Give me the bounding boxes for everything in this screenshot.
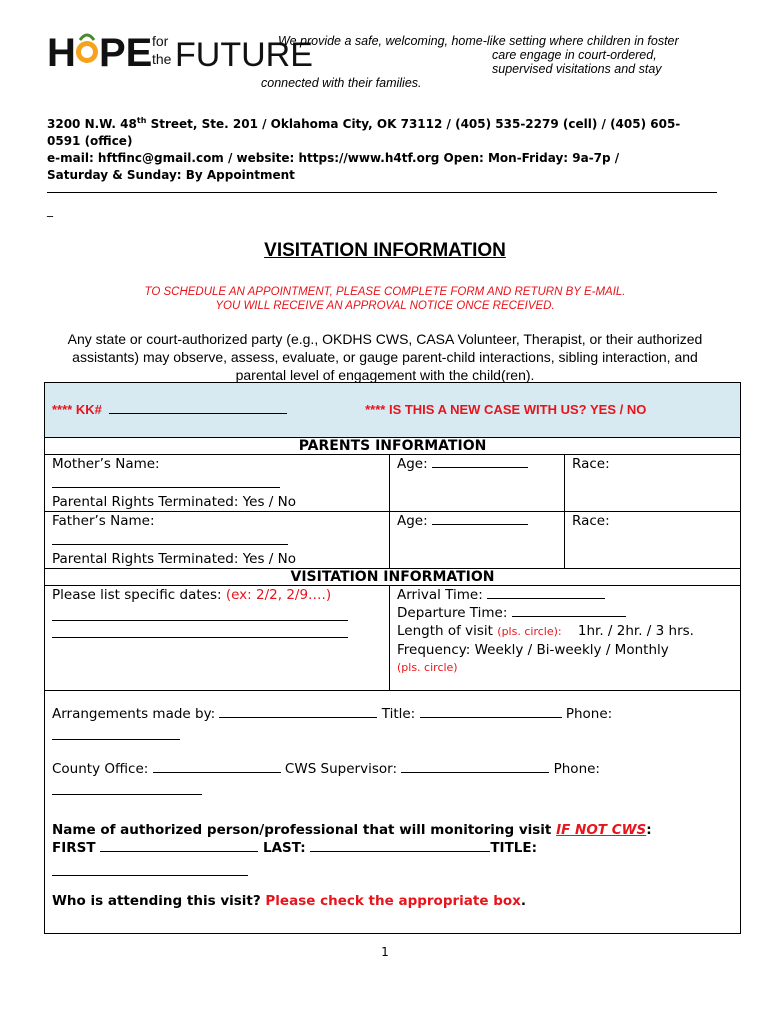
cws-phone-field[interactable] xyxy=(52,782,202,795)
arrangements-field[interactable] xyxy=(219,717,377,718)
county-office-field[interactable] xyxy=(153,772,281,773)
arrangements-title-field[interactable] xyxy=(420,717,562,718)
address-street: 3200 N.W. 48 xyxy=(47,117,137,131)
parents-info-header: PARENTS INFORMATION xyxy=(45,438,741,455)
arrangements-phone-label: Phone: xyxy=(565,706,613,722)
visitation-header-row xyxy=(45,569,741,586)
schedule-notice: TO SCHEDULE AN APPOINTMENT, PLEASE COMPLETE FORM AND RETURN BY E-MAIL. xyxy=(144,286,626,298)
kk-number-field[interactable] xyxy=(109,413,287,414)
email-website-hours: e-mail: hftfinc@gmail.com / website: https://www.h4tf.org Open: Mon-Friday: 9a-7p / xyxy=(47,151,620,165)
arrangements-title-label: Title: xyxy=(381,706,416,722)
address-city-phone: Street, Ste. 201 / Oklahoma City, OK 73112 / (405) 535-2279 (cell) / (405) 605- xyxy=(146,117,681,131)
logo-the: the xyxy=(152,51,172,67)
page-number: 1 xyxy=(381,945,389,959)
mother-age-label: Age: xyxy=(397,456,428,472)
arrival-time-field[interactable] xyxy=(487,598,605,599)
contacts-row xyxy=(45,691,741,934)
dates-field-2[interactable] xyxy=(52,621,348,638)
arrival-time-label: Arrival Time: xyxy=(397,587,483,603)
authorized-colon: : xyxy=(646,822,652,838)
approval-notice: YOU WILL RECEIVE AN APPROVAL NOTICE ONCE RECEIVED. xyxy=(215,300,555,312)
last-name-label: LAST: xyxy=(262,840,306,856)
tagline-line-2: care engage in court-ordered, xyxy=(492,48,657,62)
length-circle-hint: (pls. circle): xyxy=(497,625,562,638)
dates-example: (ex: 2/2, 2/9….) xyxy=(225,587,332,603)
tagline-line-4: connected with their families. xyxy=(261,76,422,90)
authorized-title-field[interactable] xyxy=(52,861,248,876)
dates-field-1[interactable] xyxy=(52,604,348,621)
mother-name-label: Mother’s Name: xyxy=(52,456,160,472)
logo-pe: PE xyxy=(99,31,153,75)
mother-age-field[interactable] xyxy=(432,467,528,468)
attending-period: . xyxy=(520,893,526,909)
new-case-question[interactable]: **** IS THIS A NEW CASE WITH US? YES / NO xyxy=(365,402,647,417)
last-name-field[interactable] xyxy=(310,851,490,852)
first-name-field[interactable] xyxy=(100,851,258,852)
mother-race-label: Race: xyxy=(572,456,610,472)
page-title: VISITATION INFORMATION xyxy=(264,240,506,261)
logo-sun-o xyxy=(76,35,98,63)
hope-for-the-future-logo xyxy=(47,26,313,75)
departure-time-label: Departure Time: xyxy=(397,605,508,621)
first-name-label: FIRST xyxy=(52,840,96,856)
father-name-field[interactable] xyxy=(52,530,288,545)
arrangements-label: Arrangements made by: xyxy=(52,706,216,722)
kk-label: **** KK# xyxy=(52,402,102,417)
parents-header-row xyxy=(45,438,741,455)
departure-time-field[interactable] xyxy=(512,616,626,617)
address-superscript: th xyxy=(136,116,147,125)
intro-paragraph: Any state or court-authorized party (e.g., OKDHS CWS, CASA Volunteer, Therapist, or their authorized assistants) may observe, assess, evaluate, or gauge parent-child interactions, sibling interaction, and parental level of engagement with the child(ren). xyxy=(67,331,703,383)
father-rights-terminated[interactable]: Parental Rights Terminated: Yes / No xyxy=(52,551,296,567)
frequency-options[interactable]: Frequency: Weekly / Bi-weekly / Monthly xyxy=(397,642,669,658)
header-divider-tail: _ xyxy=(47,203,53,217)
visitation-details-row xyxy=(45,586,741,691)
mother-rights-terminated[interactable]: Parental Rights Terminated: Yes / No xyxy=(52,494,296,510)
header-divider xyxy=(47,192,717,193)
logo-h: H xyxy=(47,31,76,75)
dates-label: Please list specific dates: xyxy=(52,587,222,603)
cws-supervisor-label: CWS Supervisor: xyxy=(284,761,398,777)
logo-future: FUTURE xyxy=(175,36,313,74)
length-options[interactable]: 1hr. / 2hr. / 3 hrs. xyxy=(577,623,694,639)
frequency-circle-hint: (pls. circle) xyxy=(397,661,458,674)
attending-question: Who is attending this visit? xyxy=(52,893,261,909)
mother-name-field[interactable] xyxy=(52,473,280,488)
contact-info xyxy=(47,112,727,184)
check-box-instruction: Please check the appropriate box xyxy=(265,893,521,909)
case-row xyxy=(45,383,741,438)
father-race-label: Race: xyxy=(572,513,610,529)
if-not-cws: IF NOT CWS xyxy=(556,822,647,838)
length-label: Length of visit xyxy=(397,623,493,639)
weekend-hours: Saturday & Sunday: By Appointment xyxy=(47,168,295,182)
county-office-label: County Office: xyxy=(52,761,149,777)
authorized-title-label: TITLE: xyxy=(490,840,538,856)
arrangements-phone-field[interactable] xyxy=(52,727,180,740)
logo-for: for xyxy=(152,33,169,49)
tagline-line-1: We provide a safe, welcoming, home-like setting where children in foster xyxy=(278,34,679,48)
father-age-field[interactable] xyxy=(432,524,528,525)
address-office-phone: 0591 (office) xyxy=(47,134,133,148)
father-name-label: Father’s Name: xyxy=(52,513,155,529)
authorized-person-question: Name of authorized person/professional that will monitoring visit xyxy=(52,822,557,838)
cws-phone-label: Phone: xyxy=(553,761,600,777)
father-row xyxy=(45,512,741,569)
cws-supervisor-field[interactable] xyxy=(401,772,549,773)
father-age-label: Age: xyxy=(397,513,428,529)
tagline-line-3: supervised visitations and stay xyxy=(492,62,662,76)
visitation-info-header: VISITATION INFORMATION xyxy=(45,569,741,586)
visitation-form xyxy=(44,382,741,934)
mother-row xyxy=(45,455,741,512)
